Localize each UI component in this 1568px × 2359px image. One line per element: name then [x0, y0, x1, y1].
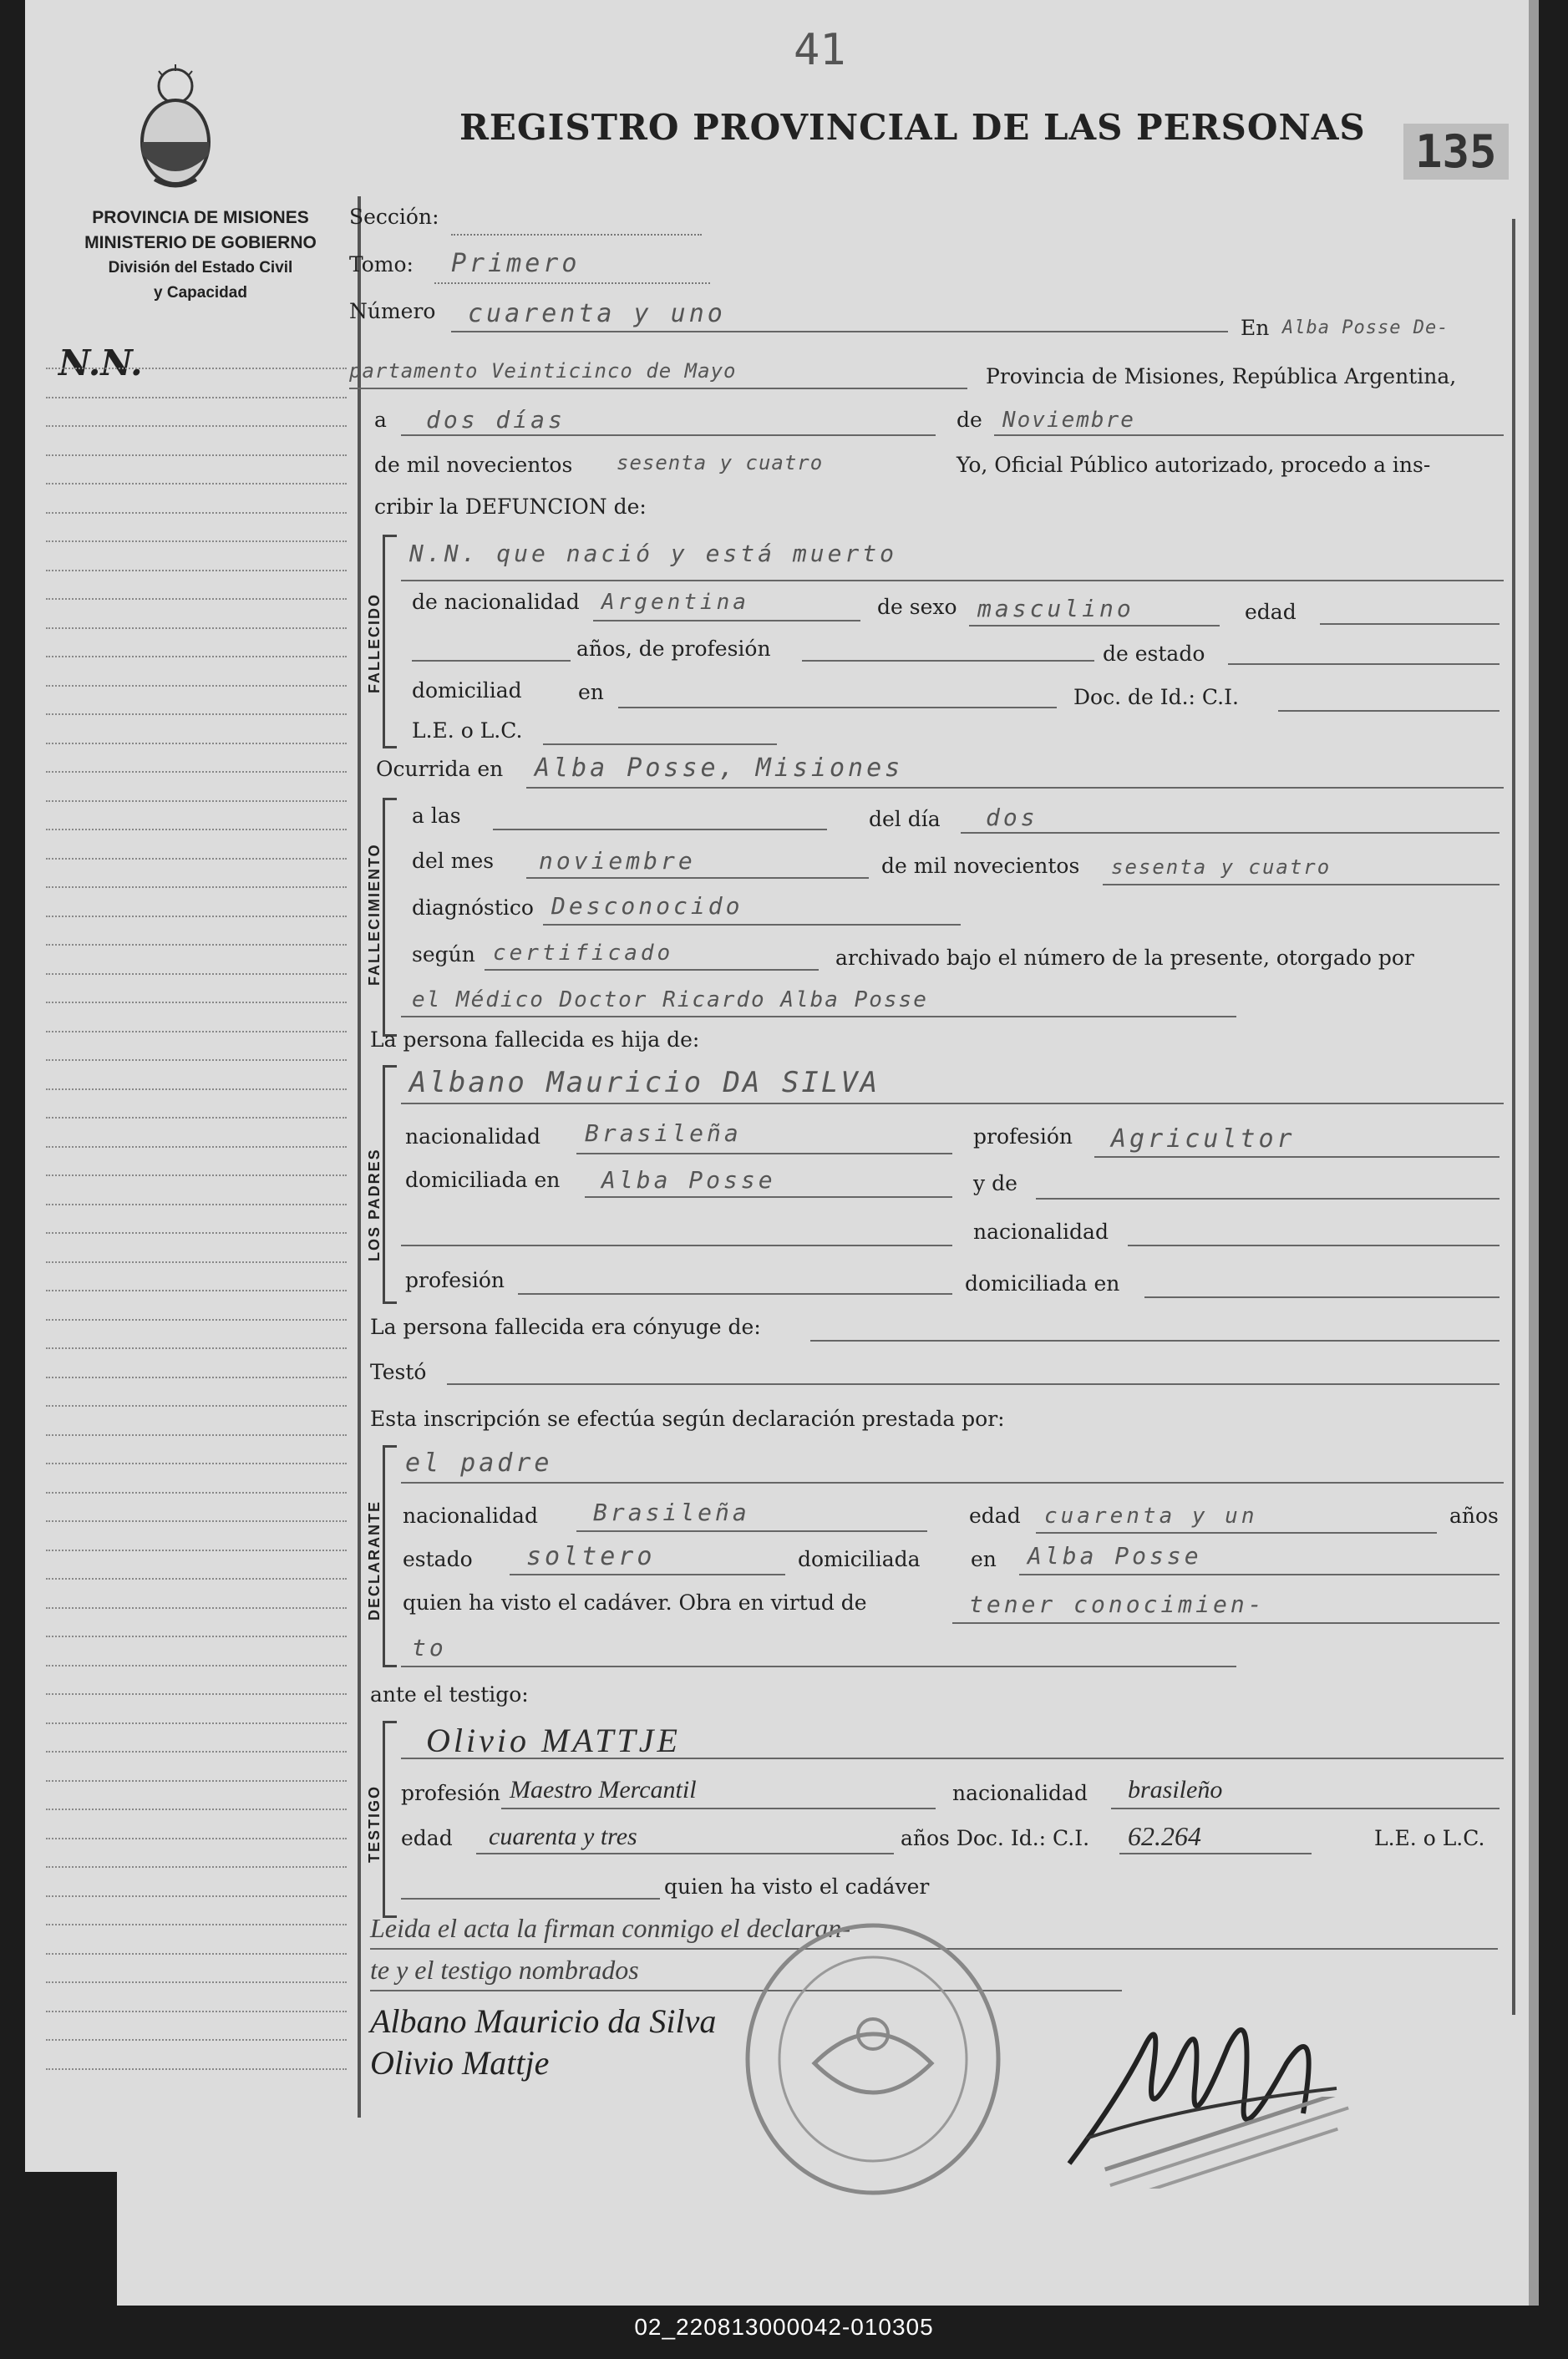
- fallecido-domicilio-label: domiciliad: [412, 678, 522, 703]
- archivado-text: archivado bajo el número de la presente, otorgado por: [835, 946, 1414, 970]
- testigo-section-label: TESTIGO: [366, 1784, 383, 1863]
- margin-ruled-line: [46, 1319, 347, 1321]
- document-page: [25, 0, 1539, 2306]
- margin-ruled-line: [46, 656, 347, 657]
- margin-ruled-line: [46, 1434, 347, 1436]
- file-id-caption: 02_220813000042-010305: [634, 2314, 934, 2340]
- closing-line-2: te y el testigo nombrados: [370, 1955, 639, 1985]
- declarante-obra-value-continued: to: [412, 1634, 447, 1661]
- provincia-text: Provincia de Misiones, República Argentina,: [986, 364, 1457, 388]
- margin-ruled-line: [46, 1204, 347, 1205]
- margin-ruled-line: [46, 916, 347, 917]
- oficial-text: Yo, Oficial Público autorizado, procedo a ins-: [957, 453, 1431, 477]
- inscribir-text: cribir la DEFUNCION de:: [374, 495, 647, 519]
- a-line: [401, 434, 936, 436]
- madre-name-line: [401, 1245, 952, 1246]
- declarante-nacionalidad-label: nacionalidad: [403, 1504, 538, 1528]
- right-rule: [1512, 219, 1515, 2015]
- testigo-edad-value: cuarenta y tres: [489, 1823, 637, 1850]
- en-line-2: [349, 388, 967, 389]
- declarante-en-label: en: [971, 1547, 997, 1571]
- binding-notch: [0, 2172, 117, 2306]
- fallecido-edad-line: [1320, 623, 1499, 625]
- ocurrida-label: Ocurrida en: [376, 757, 504, 781]
- conyuge-text: La persona fallecida era cónyuge de:: [370, 1315, 761, 1339]
- del-dia-value: dos: [986, 804, 1038, 831]
- diagnostico-value: Desconocido: [551, 892, 743, 920]
- diagnostico-label: diagnóstico: [412, 895, 534, 920]
- testigo-edad-line: [476, 1853, 894, 1854]
- declarante-anos-label: años: [1449, 1504, 1499, 1528]
- margin-ruled-line: [46, 627, 347, 629]
- en-value-continued: partamento Veinticinco de Mayo: [349, 359, 737, 383]
- margin-ruled-line: [46, 1002, 347, 1003]
- declarante-name-line: [401, 1482, 1504, 1484]
- margin-ruled-line: [46, 1607, 347, 1609]
- declarante-bracket: [383, 1445, 397, 1667]
- padres-profesion-line: [1094, 1156, 1499, 1158]
- margin-ruled-line: [46, 1550, 347, 1551]
- de-label: de: [957, 408, 982, 432]
- padres-nacionalidad2-line: [1128, 1245, 1499, 1246]
- margin-ruled-line: [46, 1780, 347, 1782]
- margin-ruled-line: [46, 2039, 347, 2041]
- margin-ruled-line: [46, 743, 347, 744]
- seccion-label: Sección:: [349, 205, 439, 229]
- testigo-cadaver-line: [401, 1898, 660, 1900]
- fallecido-sexo-line: [969, 625, 1220, 627]
- declarante-name: el padre: [405, 1448, 553, 1478]
- a-las-line: [493, 829, 827, 830]
- fallecido-name: N.N. que nació y está muerto: [409, 540, 898, 567]
- declarante-estado-line: [510, 1574, 785, 1575]
- fallecido-doc-line: [1278, 710, 1499, 712]
- padres-nacionalidad-label: nacionalidad: [405, 1124, 540, 1149]
- signature-testigo: Olivio Mattje: [370, 2044, 550, 2082]
- seccion-line: [451, 234, 702, 236]
- mes-value: noviembre: [539, 847, 696, 875]
- margin-divider: [358, 196, 361, 2118]
- testigo-intro: ante el testigo:: [370, 1682, 529, 1707]
- tomo-label: Tomo:: [349, 252, 414, 276]
- agency-block: [42, 205, 359, 306]
- margin-ruled-line: [46, 1838, 347, 1839]
- fallecido-sexo-value: masculino: [977, 595, 1134, 622]
- margin-ruled-line: [46, 1520, 347, 1522]
- margin-ruled-line: [46, 1866, 347, 1868]
- testigo-nacionalidad-label: nacionalidad: [952, 1781, 1088, 1805]
- de-value: Noviembre: [1002, 408, 1135, 433]
- segun-line: [485, 969, 819, 971]
- margin-ruled-line: [46, 1809, 347, 1810]
- agency-province: PROVINCIA DE MISIONES: [92, 208, 309, 227]
- margin-ruled-line: [46, 1751, 347, 1753]
- ocurrida-value: Alba Posse, Misiones: [535, 753, 904, 783]
- fallecido-le-line: [543, 743, 777, 745]
- margin-ruled-line: [46, 2068, 347, 2070]
- numero-label: Número: [349, 299, 436, 323]
- fallecido-estado-label: de estado: [1103, 642, 1205, 666]
- margin-ruled-line: [46, 1347, 347, 1349]
- agency-division: División del Estado Civil: [108, 259, 293, 276]
- margin-ruled-line: [46, 829, 347, 830]
- fallecido-anos-line: [412, 660, 571, 662]
- margin-ruled-line: [46, 944, 347, 946]
- margin-ruled-line: [46, 570, 347, 571]
- margin-ruled-line: [46, 1290, 347, 1291]
- margin-ruled-line: [46, 1492, 347, 1494]
- declarante-domiciliada-label: domiciliada: [798, 1547, 921, 1571]
- mil-label: de mil novecientos: [374, 453, 573, 477]
- fallecido-sexo-label: de sexo: [877, 595, 957, 619]
- declarante-edad-value: cuarenta y un: [1044, 1504, 1258, 1529]
- margin-ruled-line: [46, 800, 347, 802]
- declarante-obra-value: tener conocimien-: [969, 1590, 1266, 1618]
- declarante-en-line: [1019, 1574, 1499, 1575]
- padres-profesion-value: Agricultor: [1111, 1124, 1296, 1154]
- padres-nacionalidad2-label: nacionalidad: [973, 1220, 1109, 1244]
- numero-line: [451, 331, 1228, 332]
- declarante-intro: Esta inscripción se efectúa según declaración prestada por:: [370, 1407, 1005, 1431]
- margin-ruled-line: [46, 1722, 347, 1724]
- a-las-label: a las: [412, 804, 461, 828]
- official-seal-icon: [735, 1913, 1011, 2205]
- en-value: Alba Posse De-: [1282, 317, 1449, 338]
- fallecimiento-section-label: FALLECIMIENTO: [366, 843, 383, 986]
- fallecido-profesion-line: [802, 660, 1094, 662]
- margin-ruled-line: [46, 1981, 347, 1983]
- fallecido-estado-line: [1228, 663, 1499, 665]
- fallecido-name-line: [401, 580, 1504, 581]
- segun-value: certificado: [493, 941, 674, 966]
- declarante-obra-line: [952, 1622, 1499, 1624]
- fallecido-bracket: [383, 535, 397, 748]
- margin-ruled-line: [46, 1636, 347, 1637]
- padres-domiciliada-label: domiciliada en: [405, 1168, 561, 1192]
- testigo-doc-line: [1119, 1853, 1312, 1854]
- medico-value: el Médico Doctor Ricardo Alba Posse: [412, 987, 928, 1012]
- margin-ruled-line: [46, 1953, 347, 1955]
- fallecimiento-mil-line: [1103, 884, 1499, 885]
- padres-y-de-line: [1036, 1198, 1499, 1200]
- declarante-section-label: DECLARANTE: [366, 1500, 383, 1621]
- closing-line-1: Leida el acta la firman conmigo el declaran-: [370, 1913, 851, 1943]
- tomo-value: Primero: [451, 249, 581, 278]
- declarante-edad-label: edad: [969, 1504, 1021, 1528]
- margin-ruled-line: [46, 973, 347, 975]
- de-line: [994, 434, 1504, 436]
- padres-intro: La persona fallecida es hija de:: [370, 1027, 700, 1052]
- margin-ruled-line: [46, 1146, 347, 1148]
- fallecido-nacionalidad-line: [593, 620, 860, 621]
- del-dia-line: [961, 832, 1499, 834]
- margin-ruled-line: [46, 368, 347, 369]
- a-label: a: [374, 408, 387, 432]
- medico-line: [401, 1016, 1236, 1017]
- margin-ruled-line: [46, 1031, 347, 1032]
- folio-number: 41: [794, 25, 846, 75]
- document-title: REGISTRO PROVINCIAL DE LAS PERSONAS: [459, 107, 1366, 148]
- margin-ruled-line: [46, 2011, 347, 2012]
- margin-ruled-line: [46, 713, 347, 715]
- margin-ruled-line: [46, 1895, 347, 1897]
- padres-profesion-label: profesión: [973, 1124, 1073, 1149]
- padre-name-line: [401, 1103, 1504, 1104]
- margin-ruled-line: [46, 1059, 347, 1061]
- margin-ruled-line: [46, 425, 347, 427]
- margin-ruled-line: [46, 685, 347, 687]
- agency-ministry: MINISTERIO DE GOBIERNO: [84, 233, 317, 252]
- declarante-en-value: Alba Posse: [1028, 1542, 1202, 1570]
- fallecimiento-bracket: [383, 798, 397, 1037]
- fallecido-nacionalidad-value: Argentina: [601, 590, 749, 615]
- testigo-bracket: [383, 1721, 397, 1918]
- declarante-nacionalidad-line: [576, 1530, 927, 1532]
- fallecido-doc-label: Doc. de Id.: C.I.: [1073, 685, 1239, 709]
- ocurrida-line: [526, 787, 1504, 789]
- mil-value: sesenta y cuatro: [617, 451, 824, 474]
- margin-ruled-line: [46, 1924, 347, 1925]
- padres-nacionalidad-value: Brasileña: [585, 1119, 742, 1147]
- margin-ruled-line: [46, 886, 347, 888]
- testigo-name-line: [401, 1758, 1504, 1759]
- testigo-profesion-label: profesión: [401, 1781, 501, 1805]
- diagnostico-line: [543, 924, 961, 926]
- segun-label: según: [412, 942, 475, 966]
- padres-domiciliada2-line: [1144, 1296, 1499, 1298]
- margin-ruled-line: [46, 1578, 347, 1580]
- padres-profesion2-label: profesión: [405, 1268, 505, 1292]
- a-value: dos días: [426, 406, 566, 434]
- testigo-edad-label: edad: [401, 1826, 453, 1850]
- fallecimiento-mil-label: de mil novecientos: [881, 854, 1080, 878]
- margin-ruled-line: [46, 1693, 347, 1695]
- tomo-line: [434, 282, 710, 284]
- mes-line: [526, 877, 869, 879]
- fallecido-section-label: FALLECIDO: [366, 593, 383, 693]
- margin-ruled-line: [46, 1088, 347, 1090]
- coat-of-arms-icon: [129, 63, 221, 196]
- fallecido-anos-label: años, de profesión: [576, 637, 771, 661]
- padres-domiciliada-value: Alba Posse: [601, 1166, 776, 1194]
- fallecimiento-mil-value: sesenta y cuatro: [1111, 855, 1332, 879]
- padres-bracket: [383, 1065, 397, 1304]
- margin-ruled-line: [46, 771, 347, 773]
- fallecido-nacionalidad-label: de nacionalidad: [412, 590, 580, 614]
- testigo-name: Olivio MATTJE: [426, 1722, 681, 1759]
- declarante-cadaver-text: quien ha visto el cadáver. Obra en virtud de: [403, 1590, 867, 1615]
- padres-profesion2-line: [518, 1293, 952, 1295]
- margin-ruled-line: [46, 1261, 347, 1263]
- signature-declarante: Albano Mauricio da Silva: [370, 2002, 717, 2040]
- agency-capacity: y Capacidad: [154, 284, 247, 302]
- margin-ruled-line: [46, 1665, 347, 1667]
- margin-ruled-line: [46, 1405, 347, 1407]
- fallecido-en-label: en: [578, 680, 604, 704]
- officer-stamp-icon: [1094, 2097, 1362, 2189]
- testigo-profesion-line: [501, 1808, 936, 1809]
- padres-domiciliada-line: [585, 1196, 952, 1198]
- numero-value: cuarenta y uno: [468, 299, 726, 328]
- margin-ruled-line: [46, 858, 347, 860]
- mes-label: del mes: [412, 849, 495, 873]
- testigo-cadaver-text: quien ha visto el cadáver: [664, 1875, 930, 1899]
- declarante-nacionalidad-value: Brasileña: [593, 1499, 750, 1526]
- fallecido-edad-label: edad: [1245, 600, 1297, 624]
- testigo-doc-value: 62.264: [1128, 1821, 1201, 1851]
- margin-ruled-line: [46, 598, 347, 600]
- declarante-estado-label: estado: [403, 1547, 473, 1571]
- testigo-doc-label: años Doc. Id.: C.I.: [901, 1826, 1090, 1850]
- act-number-stamp: 135: [1403, 124, 1509, 180]
- margin-ruled-line: [46, 1117, 347, 1119]
- margin-ruled-line: [46, 1174, 347, 1176]
- padres-section-label: LOS PADRES: [366, 1148, 383, 1261]
- fallecido-en-line: [618, 707, 1057, 708]
- padres-domiciliada2-label: domiciliada en: [965, 1271, 1120, 1296]
- en-label: En: [1241, 316, 1270, 340]
- conyuge-line: [810, 1340, 1499, 1342]
- margin-ruled-line: [46, 540, 347, 542]
- margin-ruled-line: [46, 397, 347, 398]
- padres-y-de-label: y de: [973, 1171, 1017, 1195]
- testigo-nacionalidad-value: brasileño: [1128, 1776, 1223, 1803]
- testigo-nacionalidad-line: [1111, 1808, 1499, 1809]
- declarante-edad-line: [1036, 1532, 1437, 1534]
- margin-ruled-line: [46, 512, 347, 514]
- declarante-estado-value: soltero: [526, 1542, 656, 1571]
- fallecido-le-label: L.E. o L.C.: [412, 718, 523, 743]
- declarante-obra-line-2: [401, 1666, 1236, 1667]
- testo-text: Testó: [370, 1360, 427, 1384]
- testigo-le-label: L.E. o L.C.: [1374, 1826, 1485, 1850]
- margin-note: N.N.: [58, 342, 143, 383]
- margin-ruled-line: [46, 483, 347, 484]
- del-dia-label: del día: [869, 807, 941, 831]
- margin-ruled-line: [46, 1232, 347, 1234]
- testo-line: [447, 1383, 1499, 1385]
- margin-ruled-line: [46, 1377, 347, 1378]
- padres-nacionalidad-line: [576, 1153, 952, 1154]
- testigo-profesion-value: Maestro Mercantil: [510, 1776, 697, 1803]
- margin-ruled-line: [46, 1463, 347, 1464]
- margin-ruled-line: [46, 454, 347, 456]
- padre-name: Albano Mauricio DA SILVA: [409, 1066, 880, 1099]
